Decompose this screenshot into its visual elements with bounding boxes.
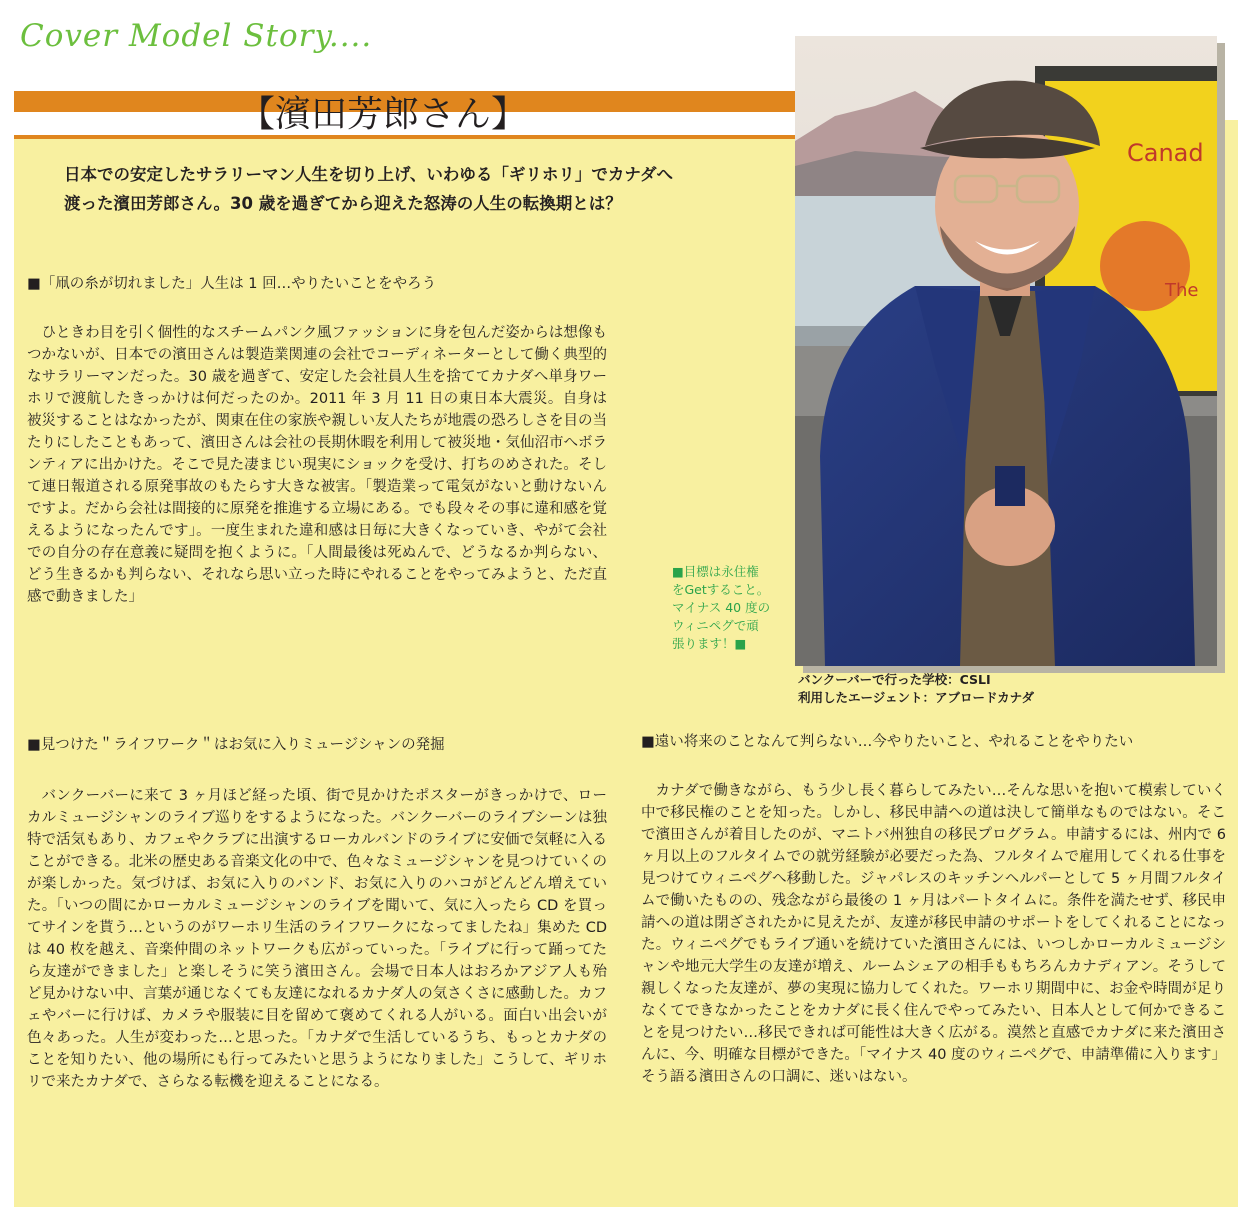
credit-agent: 利用したエージェント：アブロードカナダ [798, 690, 1035, 705]
caption-line: 張ります！■ [672, 636, 747, 651]
caption-line: をGetすること。 [672, 582, 770, 597]
section-heading: ■見つけた＂ライフワーク＂はお気に入りミュージシャンの発掘 [27, 737, 445, 753]
section-body: バンクーバーに来て 3 ヶ月ほど経った頃、街で見かけたポスターがきっかけで、ローカルミュージシャンのライブ巡りをするようになった。バンクーバーのライブシーンは独特で活気もあり、カフェやクラブに出演するローカルバンドのライブに安価で気軽に入ることができる。北米の歴史ある音楽文化の中で、色々なミュージシャンを見つけていくのが楽しかった。気づけば、お気に入りのバンド、お気に入りのハコがどんどん増えていた。「いつの間にかローカルミュージシャンのライブを聞いて、気に入ったら CD を買ってサインを貰う…というのがワーホリ生活のライフワークになってましたね」集めた CD は 40 枚を越え、音楽仲間のネットワークも広がっていった。「ライブに行って踊ってたら友達ができました」と楽しそうに笑う濱田さん。会場で日本人はおろかアジア人も殆ど見かけない中、言葉が通じなくても友達になれるカナダ人の気さくさに感動した。カフェやバーに行けば、カメラや服装に目を留めて褒めてくれる人がいる。面白い出会いが色々あった。人生が変わった…と思った。「カナダで生活しているうち、もっとカナダのことを知りたい、他の場所にも行ってみたいと思うようになりました」こうして、ギリホリで来たカナダで、さらなる転機を迎えることになる。 [27, 788, 607, 1090]
portrait-photo [795, 36, 1217, 666]
cover-model-story-logo: Cover Model Story.... [20, 18, 373, 54]
article-title: 【濱田芳郎さん】 [239, 94, 528, 135]
svg-text:The: The [1165, 280, 1199, 301]
lead-line: 日本での安定したサラリーマン人生を切り上げ、いわゆる「ギリホリ」でカナダへ [64, 165, 674, 184]
lead-paragraph [64, 160, 804, 218]
credit-school: バンクーバーで行った学校：CSLI [798, 672, 991, 687]
section-heading: ■遠い将来のことなんて判らない…今やりたいこと、やれることをやりたい [641, 734, 1134, 750]
caption-line: マイナス 40 度の [672, 600, 771, 615]
svg-text:Canad: Canad [1127, 139, 1204, 167]
caption-line: ■目標は永住権 [672, 564, 759, 579]
portrait-illustration [795, 36, 1217, 666]
section-body: ひときわ目を引く個性的なスチームパンク風ファッションに身を包んだ姿からは想像もつかないが、日本での濱田さんは製造業関連の会社でコーディネーターとして働く典型的なサラリーマンだった。30 歳を過ぎて、安定した会社員人生を捨ててカナダへ単身ワーホリで渡航したきっかけは何だったのか。2011 年 3 月 11 日の東日本大震災。自身は被災することはなかったが、関東在住の家族や親しい友人たちが地震の恐ろしさを目の当たりにしたこともあって、濱田さんは会社の長期休暇を利用して被災地・気仙沼市へボランティアに出かけた。そこで見た凄まじい現実にショックを受け、打ちのめされた。そして連日報道される原発事故のもたらす大きな被害。「製造業って電気がないと動けないんですよ。だから会社は間接的に原発を推進する立場にある。でも段々その事に違和感を覚えるようになったんです」。一度生まれた違和感は日毎に大きくなっていき、やがて会社での自分の存在意義に疑問を抱くように。「人間最後は死ぬんで、どうなるか判らない、どう生きるかも判らない、それなら思い立った時にやれることをやってみようと、ただ直感で動きました」 [27, 325, 607, 605]
lead-line: 渡った濱田芳郎さん。30 歳を過ぎてから迎えた怒涛の人生の転換期とは？ [64, 194, 622, 213]
photo-caption [672, 563, 788, 653]
photo-credits [798, 671, 1034, 707]
section-heading: ■「凧の糸が切れました」人生は 1 回…やりたいことをやろう [27, 276, 437, 292]
caption-line: ウィニペグで頑 [672, 618, 759, 633]
section-body: カナダで働きながら、もう少し長く暮らしてみたい…そんな思いを抱いて模索していく中で移民権のことを知った。しかし、移民申請への道は決して簡単なものではない。そこで濱田さんが着目したのが、マニトバ州独自の移民プログラム。申請するには、州内で 6 ヶ月以上のフルタイムでの就労経験が必要だった為、フルタイムで雇用してくれる仕事を見つけてウィニペグへ移動した。ジャパレスのキッチンヘルパーとして 5 ヶ月間フルタイムで働いたものの、残念ながら最後の 1 ヶ月はパートタイムに。条件を満たせず、移民申請への道は閉ざされたかに見えたが、友達が移民申請のサポートをしてくれることになった。ウィニペグでもライブ通いを続けていた濱田さんには、いつしかローカルミュージシャンや地元大学生の友達が増え、ルームシェアの相手ももちろんカナディアン。そうして親しくなった友達が、夢の実現に協力してくれた。ワーホリ期間中に、お金や時間が足りなくてできなかったことをカナダに長く住んでやってみたい、日本人として何かできることを見つけたい…移民できれば可能性は大きく広がる。漠然と直感でカナダに来た濱田さんに、今、明確な目標ができた。「マイナス 40 度のウィニペグで、申請準備に入ります」そう語る濱田さんの口調に、迷いはない。 [641, 783, 1226, 1085]
